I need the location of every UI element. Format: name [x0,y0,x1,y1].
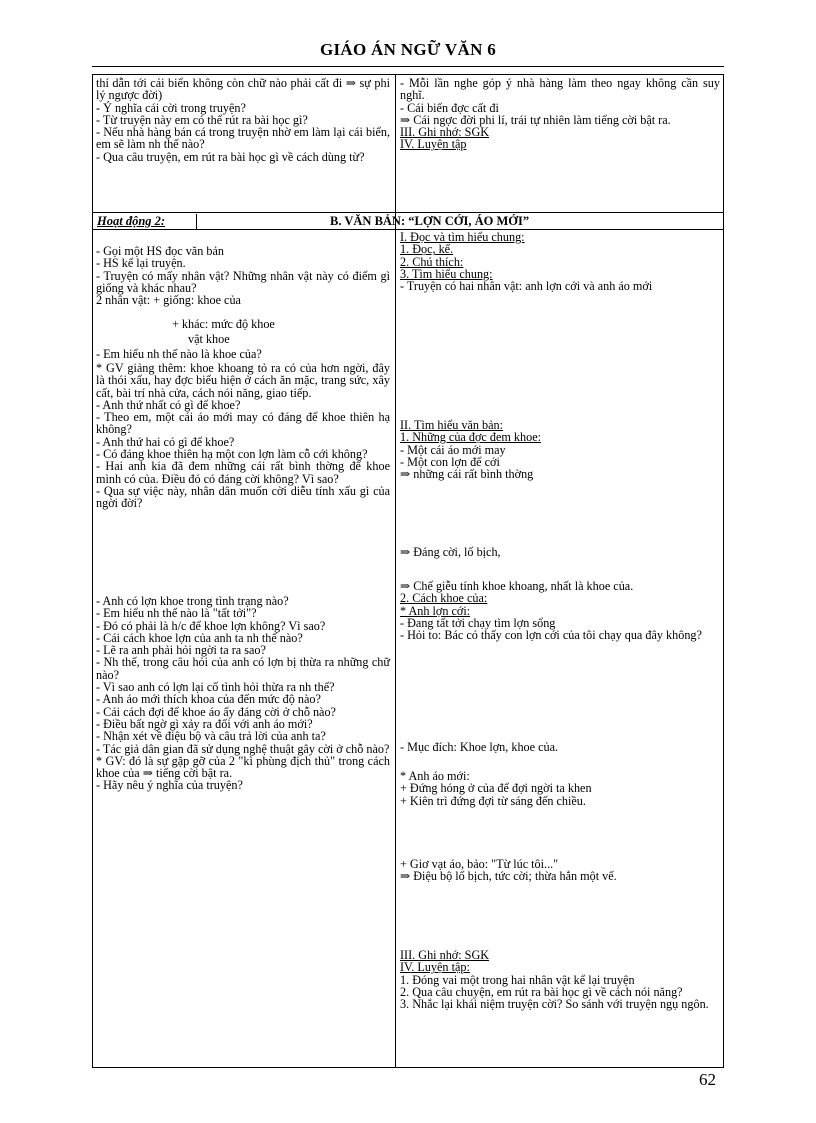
text-line: + Kiên trì đứng đợi từ sáng đến chiều. [400,793,586,808]
section-heading: III. Ghi nhớ: SGK [400,125,490,140]
text-line: ⇒ Chế giễu tính khoe khoang, nhất là khoe của. [400,579,634,593]
text-line: + khác: mức độ khoe [172,317,275,331]
top-right-cell [400,77,720,151]
text-line: - Nhận xét về điệu bộ và câu trả lời của anh ta? [96,729,326,744]
text-line: - Qua câu truyện, em rút ra bài học gì về cách dùng từ? [96,149,365,164]
text-block [400,546,720,558]
text-line: 3. Tìm hiểu chung: [400,266,493,281]
text-line: 1. Đóng vai một trong hai nhân vật kể lại truyện [400,972,635,987]
text-line: 3. Nhắc lại khái niệm truyện cời? So sánh với truyện ngụ ngôn. [400,997,709,1012]
text-block [96,318,466,330]
page-number: 62 [699,1070,716,1089]
text-line: ⇒ những cái rất bình thờng [400,467,534,482]
text-line: 2. Chú thích: [400,254,464,269]
text-line: - Tác giả dân gian đã sử dụng nghệ thuật gây cời ở chỗ nào? [96,741,390,756]
text-block [96,245,390,306]
activity-divider [196,214,197,229]
text-line: I. Đọc và tìm hiểu chung: [400,230,525,244]
text-line: 2. Qua câu chuyện, em rút ra bài học gì về cách nói năng? [400,984,683,999]
text-line: * GV giảng thêm: khoe khoang tỏ ra có của hơn ngời, đây là thói xấu, hay đợc biểu hiện ở cách ăn mặc, trang sức, xây cất, bài trí nhà cửa, cách nói năng, giao tiếp. [96,361,390,400]
text-line: - Đó có phải là h/c để khoe lợn không? Vì sao? [96,618,326,633]
text-line: - Đang tất tởi chạy tìm lợn sổng [400,615,556,630]
text-block [400,741,720,753]
text-line: * Anh lợn cới: [400,603,471,618]
top-left-cell [96,77,390,163]
text-line: - Qua sự việc này, nhân dân muốn cời diễu tính xấu gì của ngời đời? [96,483,390,511]
text-line: - Cái biển đợc cất đi [400,100,499,115]
activity-label: Hoạt động 2: [97,214,166,228]
text-line: - Cái cách đợi để khoe áo ấy đáng cời ở chỗ nào? [96,704,336,719]
text-line: 1. Những của đợc đem khoe: [400,430,541,445]
text-line: thí dẫn tới cái biển không còn chữ nào phải cất đi ⇒ sự phi lý ngược đời) [96,76,390,103]
text-line: - Ý nghĩa cái cời trong truyện? [96,100,246,115]
text-line: - Mục đích: Khoe lợn, khoe của. [400,740,559,754]
text-line: - Cái cách khoe lợn của anh ta nh thế nào? [96,630,303,645]
text-line: - Nếu nhà hàng bán cá trong truyện nhờ em làm lại cái biển, em sẽ làm nh thế nào? [96,125,390,152]
text-line: - Anh áo mới thích khoa của đến mức độ nào? [96,692,321,707]
text-line: - Mỗi lần nghe góp ý nhà hàng làm theo ngay không cần suy nghĩ. [400,76,720,103]
text-line: - Anh thứ nhất có gì để khoe? [96,397,241,412]
text-block [96,348,390,360]
text-line: - Nh thế, trong câu hỏi của anh có lợn bị thừa ra những chữ nào? [96,655,390,682]
text-line: IV. Luyện tập: [400,960,470,975]
text-block [96,333,482,345]
text-line: - Lẽ ra anh phải hỏi ngời ta ra sao? [96,643,266,658]
text-line: - Anh có lợn khoe trong tình trạng nào? [96,594,289,608]
text-line: * Anh áo mới: [400,769,470,783]
text-line: - Từ truyện này em có thể rút ra bài học gì? [96,112,308,127]
text-line: - Một cái áo mới may [400,442,506,457]
text-line: 1. Đọc, kể. [400,242,454,257]
text-line: II. Tìm hiểu văn bản: [400,418,504,432]
section-heading: IV. Luyện tập [400,137,467,152]
text-line: - HS kể lại truyện. [96,256,186,271]
text-block [400,858,720,883]
text-line: + Giơ vạt áo, bảo: "Từ lúc tôi..." [400,857,559,871]
text-line: * GV: đó là sự gặp gỡ của 2 "kì phùng địch thủ" trong cách khoe của ⇒ tiếng cời bật ra. [96,753,390,781]
text-block [96,362,390,510]
text-line: - Theo em, một cái áo mới may có đáng để khoe thiên hạ không? [96,410,390,437]
text-line: - Hai anh kia đã đem những cái rất bình thờng để khoe mình có của. Điều đó có đáng cời không? Vì sao? [96,459,390,486]
page-header-title: GIÁO ÁN NGỮ VĂN 6 [319,40,497,59]
text-line: 2 nhân vật: + giống: khoe của [96,293,241,308]
text-line: - Có đáng khoe thiên hạ một con lợn làm cỗ cới không? [96,447,368,462]
text-line: - Gọi một HS đọc văn bản [96,244,224,258]
text-block [400,419,720,480]
text-line: - Vì sao anh có lợn lại cố tình hỏi thừa ra nh thế? [96,680,335,695]
text-line: - Em hiểu nh thế nào là khoe của? [96,347,262,361]
text-line: - Hãy nêu ý nghĩa của truyện? [96,778,243,793]
text-line: - Truyện có mấy nhân vật? Những nhân vật này có điểm gì giống và khác nhau? [96,268,390,295]
text-line: ⇒ Cái ngợc đời phi lí, trái tự nhiên làm tiếng cời bật ra. [400,112,671,127]
text-line: III. Ghi nhớ: SGK [400,948,490,962]
text-block [400,770,720,807]
text-line: - Điều bất ngờ gì xảy ra đối với anh áo mới? [96,716,313,731]
text-block [400,231,720,292]
section-title: B. VĂN BẢN: “LỢN CỚI, ÁO MỚI” [330,214,530,228]
text-line: - Một con lợn để cới [400,454,500,469]
header-rule [92,66,724,67]
text-line: ⇒ Đáng cời, lố bịch, [400,545,501,559]
text-line: - Truyện có hai nhân vật: anh lợn cới và anh áo mới [400,279,653,294]
text-line: - Anh thứ hai có gì để khoe? [96,434,235,449]
text-block [400,949,720,1010]
text-line: vật khoe [188,332,230,346]
row-divider-top [92,212,724,213]
text-line: + Đứng hóng ở của để đợi ngời ta khen [400,781,592,796]
text-line: ⇒ Điệu bộ lố bịch, tức cời; thừa hẳn một vế. [400,869,617,884]
text-line: - Em hiểu nh thế nào là "tất tởi"? [96,606,257,621]
text-block [400,580,720,641]
text-line: - Hỏi to: Bác có thấy con lợn cới của tôi chạy qua đây không? [400,628,702,643]
text-line: 2. Cách khoe của: [400,591,488,606]
text-block [96,595,390,792]
